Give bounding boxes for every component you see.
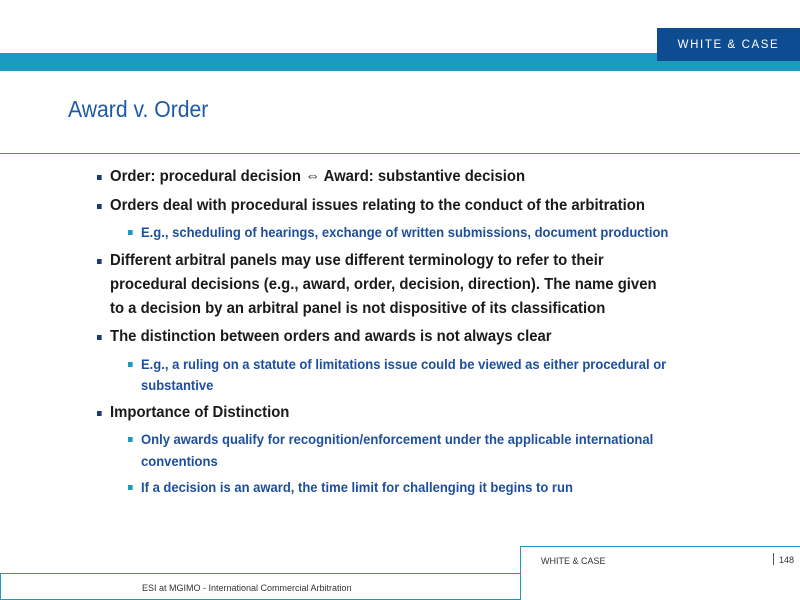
sub-bullet-statute-example-line-2 <box>141 374 213 396</box>
brand-logo-text: WHITE & CASE <box>677 38 780 51</box>
footer-brand-box <box>520 546 800 573</box>
bullet-orders-procedural <box>110 194 645 218</box>
sub-bullet-orders-examples <box>141 221 668 243</box>
bullet-text-line-3: to a decision by an arbitral panel is not dispositive of its classification <box>110 300 606 317</box>
bullet-terminology <box>110 249 604 273</box>
bullet-text-line-2: procedural decisions (e.g., award, order, decision, direction). The name given <box>110 276 657 293</box>
bullet-distinction-unclear <box>110 325 552 349</box>
sub-bullet-text-line-2: substantive <box>141 377 214 393</box>
sub-bullet-recognition-line-2 <box>141 450 218 472</box>
bullet-terminology-line-2 <box>110 273 657 297</box>
square-bullet-icon <box>97 335 102 340</box>
square-bullet-icon <box>97 411 102 416</box>
bullet-text: The distinction between orders and awards is not always clear <box>110 328 552 345</box>
slide-title: Award v. Order <box>68 96 209 122</box>
sub-bullet-statute-example <box>141 353 666 375</box>
sub-bullet-text-line-1: E.g., a ruling on a statute of limitations issue could be viewed as either procedural or <box>141 356 667 372</box>
bullet-text: Order: procedural decision ⇔ Award: substantive decision <box>110 168 526 185</box>
square-bullet-icon <box>128 230 133 235</box>
bullet-order-vs-award <box>110 165 525 189</box>
sub-bullet-recognition <box>141 428 653 450</box>
sub-bullet-time-limit <box>141 476 573 498</box>
square-bullet-icon <box>97 204 102 209</box>
sub-bullet-text-line-1: Only awards qualify for recognition/enforcement under the applicable international <box>141 431 654 447</box>
square-bullet-icon <box>128 437 133 442</box>
bullet-text-line-1: Different arbitral panels may use different terminology to refer to their <box>110 252 604 269</box>
footer-caption: ESI at MGIMO - International Commercial Arbitration <box>142 583 352 593</box>
page-number: 148 <box>779 555 795 565</box>
square-bullet-icon <box>128 362 133 367</box>
sub-bullet-text: E.g., scheduling of hearings, exchange of written submissions, document production <box>141 224 669 240</box>
square-bullet-icon <box>97 175 102 180</box>
bullet-terminology-line-3 <box>110 297 605 321</box>
footer-brand: WHITE & CASE <box>541 556 606 566</box>
bullet-text: Orders deal with procedural issues relating to the conduct of the arbitration <box>110 197 645 214</box>
sub-bullet-text-line-2: conventions <box>141 453 218 469</box>
square-bullet-icon <box>97 259 102 264</box>
bullet-importance <box>110 401 289 425</box>
footer-separator <box>773 553 774 565</box>
bullet-text: Importance of Distinction <box>110 404 290 421</box>
square-bullet-icon <box>128 485 133 490</box>
footer-caption-box <box>0 573 521 600</box>
sub-bullet-text: If a decision is an award, the time limit for challenging it begins to run <box>141 479 573 495</box>
